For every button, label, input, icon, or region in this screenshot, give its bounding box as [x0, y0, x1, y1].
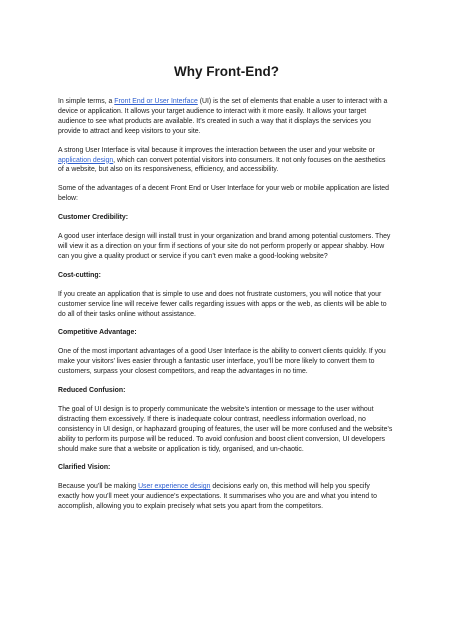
section-heading-clarified-vision: Clarified Vision: [58, 464, 111, 472]
advantages-intro-paragraph: Some of the advantages of a decent Front End or User Interface for your web or mobile application are listed below: [58, 185, 389, 203]
front-end-link[interactable]: Front End or User Interface [114, 98, 198, 105]
section-body-customer-credibility: A good user interface design will install trust in your organization and brand among potential customers. They will view it as a direction on your firm if sections of your site do not perform properly or appear shabby. How can you give a quality product or service if you can’t even make a good-looking website? [58, 233, 391, 260]
section-heading-reduced-confusion: Reduced Confusion: [58, 387, 126, 395]
section-body-reduced-confusion: The goal of UI design is to properly communicate the website’s intention or message to the user without distracting them excessively. If there is inadequate colour contrast, needless information overload, no consistency in UI design, or haphazard grouping of features, the user will be more confused and the website’s ability to perform its purpose will be reduced. To avoid confusion and boost client conversion, UI developers should make sure that a website or application is tidy, organised, and un-chaotic. [58, 405, 393, 453]
intro-paragraph: In simple terms, a Front End or User Interface (UI) is the set of elements that enable a user to interact with a device or application. It allows your target audience to interact with it more easily. It allows your target audience to see what products are available. It’s created in such a way that it displays the services you provide to attract and keep visitors to your site. [58, 98, 388, 135]
user-experience-design-link[interactable]: User experience design [138, 483, 211, 491]
section-body-competitive-advantage: One of the most important advantages of a good User Interface is the ability to convert clients quickly. If you make your visitors’ lives easier through a fantastic user interface, you’ll be more likely to convert them to customers, surpass your closest competitors, and reap the advantages in no time. [58, 348, 386, 376]
section-body-cost-cutting: If you create an application that is simple to use and does not frustrate customers, you will notice that your customer service line will receive fewer calls regarding issues with apps or the web, as clients will be able to do all of their tasks online without assistance. [58, 290, 387, 318]
page-title: Why Front-End? [174, 64, 279, 79]
document-body [58, 97, 393, 521]
section-body-clarified-vision: Because you’ll be making User experience design decisions early on, this method will help you specify exactly how you’ll meet your audience’s expectations. It summarises who you are and what you intend to accomplish, allowing you to explain precisely what sets you apart from the competitors. [58, 483, 377, 511]
section-heading-customer-credibility: Customer Credibility: [58, 214, 129, 222]
section-heading-cost-cutting: Cost-cutting: [58, 271, 101, 279]
application-design-link[interactable]: application design [58, 156, 114, 164]
section-heading-competitive-advantage: Competitive Advantage: [58, 329, 137, 337]
strong-ui-paragraph: A strong User Interface is vital because it improves the interaction between the user and your website or application design, which can convert potential visitors into consumers. It not only focuses on the aesthetics of a website, but also on its responsiveness, efficiency, and accessibility. [58, 146, 386, 174]
